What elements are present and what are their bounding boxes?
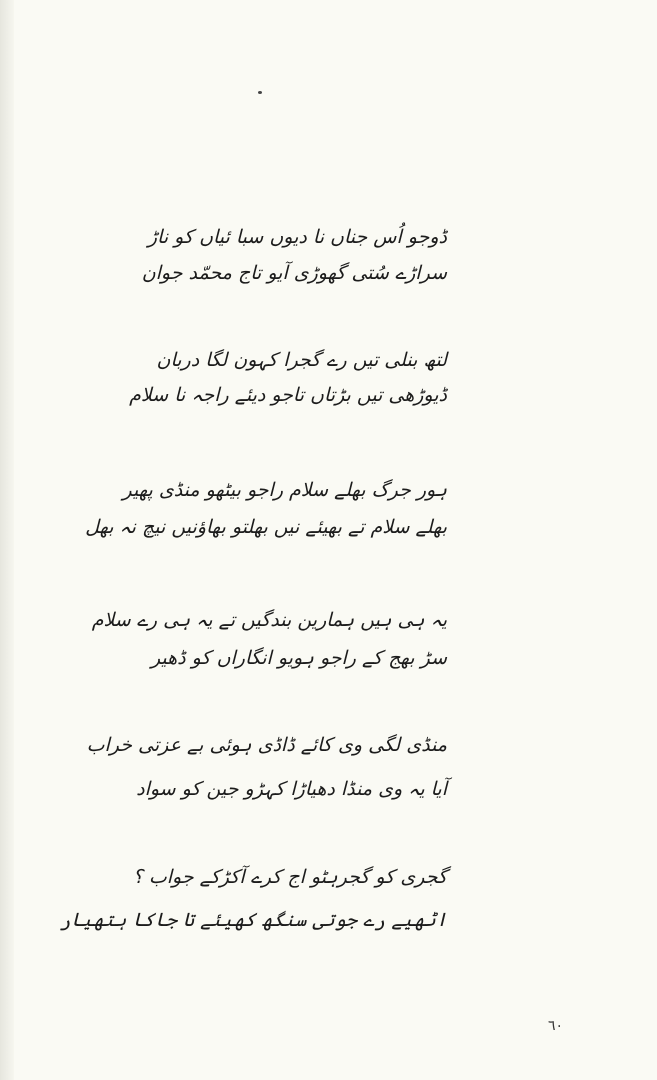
page-binding-edge (0, 0, 14, 1080)
poem-line: ہور جرگ بھلے سلام راجو بیٹھو منڈی پھیر (122, 479, 447, 501)
poem-line: یہ ہی ہیں ہمارین بندگیں تے یہ ہی رے سلام (91, 609, 447, 631)
poem-line: سراڑے سُتی گھوڑی آیو تاج محمّد جوان (141, 262, 447, 284)
poem-line: اٹھیے رے جوتی سنگھ کھیئے تا جاکا ہتھیار (59, 909, 447, 931)
poem-line: منڈی لگی وی کائے ڈاڈی ہوئی بے عزتی خراب (86, 734, 447, 756)
poem-line: سڑ بھج کے راجو ہویو انگاراں کو ڈھیر (150, 647, 447, 669)
page-number: ٦٠ (548, 1018, 564, 1034)
poem-line: ڈیوڑھی تیں بڑتاں تاجو دیئے راجہ نا سلام (129, 384, 447, 406)
poem-line: ڈوجو اُس جناں نا دیوں سبا ئیاں کو ناڑ (147, 226, 447, 248)
poem-line: بھلے سلام تے بھیئے نیں بھلتو بھاؤنیں نیچ نہ بھل (85, 516, 447, 538)
ink-speck (258, 91, 262, 94)
poem-line: لتھ بنلی تیں رے گجرا کہون لگا دربان (156, 349, 447, 371)
poem-line: آیا یہ وی منڈا دھیاڑا کہڑو جین کو سواد (136, 778, 447, 800)
poem-line: گجری کو گجرہٹو اج کرے آکڑکے جواب ؟ (132, 866, 447, 888)
